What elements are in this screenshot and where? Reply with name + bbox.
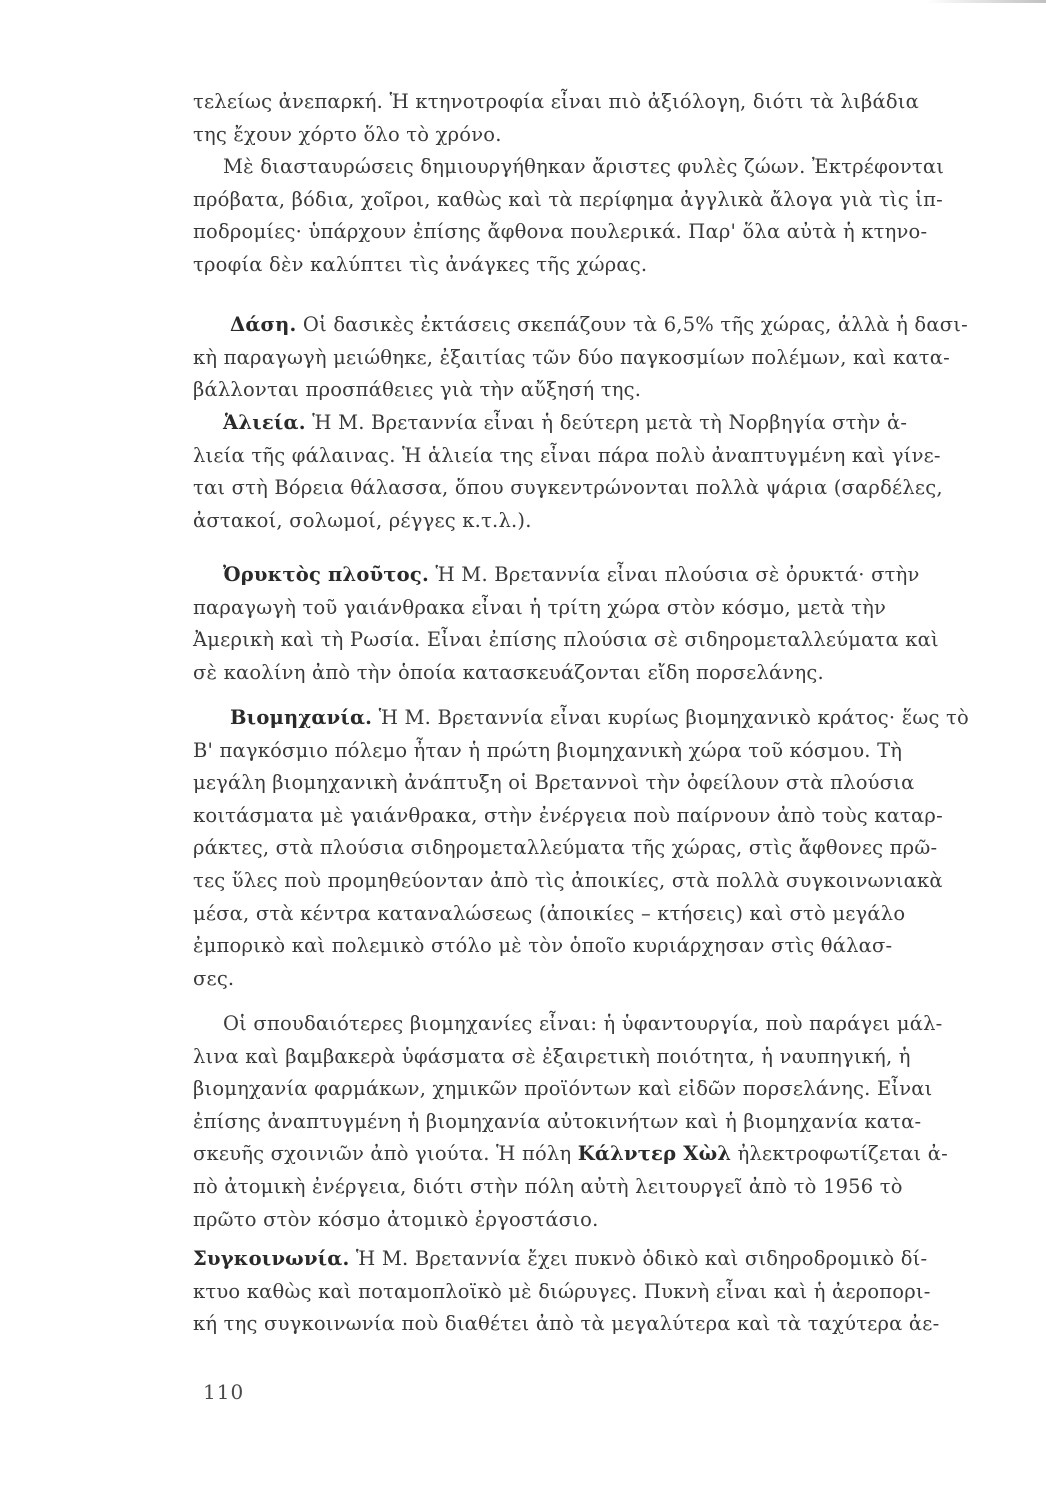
text-line: ἐπίσης ἀναπτυγμένη ἡ βιομηχανία αὐτοκινήτων καὶ ἡ βιομηχανία κατα- [193, 1109, 922, 1133]
page-number: 110 [203, 1380, 245, 1404]
paragraph-industries-list [193, 1008, 948, 1236]
text-span: Ἡ Μ. Βρεταννία εἶναι ἡ δεύτερη μετὰ τὴ Νορβηγία στὴν ἁ- [305, 411, 908, 434]
text-line: Μὲ διασταυρώσεις δημιουργήθηκαν ἄριστες φυλὲς ζώων. Ἐκτρέφονται [223, 155, 945, 179]
text-line: κοιτάσματα μὲ γαιάνθρακα, στὴν ἐνέργεια ποὺ παίρνουν ἀπὸ τοὺς καταρ- [193, 803, 943, 827]
text-line: ἐμπορικὸ καὶ πολεμικὸ στόλο μὲ τὸν ὁποῖο κυριάρχησαν στὶς θάλασ- [193, 934, 893, 958]
text-line: βιομηχανία φαρμάκων, χημικῶν προϊόντων καὶ εἰδῶν πορσελάνης. Εἶναι [193, 1077, 933, 1101]
text-line: ποδρομίες· ὑπάρχουν ἐπίσης ἄφθονα πουλερικά. Παρ' ὅλα αὐτὰ ἡ κτηνο- [193, 220, 928, 244]
text-line: της ἔχουν χόρτο ὅλο τὸ χρόνο. [193, 122, 502, 146]
text-line: μέσα, στὰ κέντρα καταναλώσεως (ἀποικίες – κτήσεις) καὶ στὸ μεγάλο [193, 901, 906, 925]
text-span: Ἡ Μ. Βρεταννία εἶναι κυρίως βιομηχανικὸ κράτος· ἕως τὸ [372, 706, 969, 729]
text-line: κὴ παραγωγὴ μειώθηκε, ἐξαιτίας τῶν δύο παγκοσμίων πολέμων, καὶ κατα- [193, 345, 950, 369]
text-line: ράκτες, στὰ πλούσια σιδηρομεταλλεύματα τῆς χώρας, στὶς ἄφθονες πρῶ- [193, 836, 938, 860]
text-line: πὸ ἀτομικὴ ἐνέργεια, διότι στὴν πόλη αὐτὴ λειτουργεῖ ἀπὸ τὸ 1956 τὸ [193, 1174, 903, 1198]
text-line: λινα καὶ βαμβακερὰ ὑφάσματα σὲ ἐξαιρετικὴ ποιότητα, ἡ ναυπηγική, ἡ [193, 1044, 911, 1068]
text-line: παραγωγὴ τοῦ γαιάνθρακα εἶναι ἡ τρίτη χώρα στὸν κόσμο, μετὰ τὴν [193, 595, 887, 619]
text-line: Β' παγκόσμιο πόλεμο ἦταν ἡ πρώτη βιομηχανικὴ χώρα τοῦ κόσμου. Τὴ [193, 738, 903, 762]
text-span: ἠλεκτροφωτίζεται ἀ- [731, 1142, 948, 1166]
text-line: ἀστακοί, σολωμοί, ρέγγες κ.τ.λ.). [193, 508, 532, 532]
place-name-calder-hall: Κάλντερ Χὼλ [577, 1142, 732, 1166]
paragraph-forests [193, 309, 968, 407]
text-line: σὲ καολίνη ἀπὸ τὴν ὁποία κατασκευάζονται εἴδη πορσελάνης. [193, 660, 824, 684]
text-line [193, 1243, 928, 1276]
section-heading-industry: Βιομηχανία. [230, 706, 373, 729]
text-line: ται στὴ Βόρεια θάλασσα, ὅπου συγκεντρώνονται πολλὰ ψάρια (σαρδέλες, [193, 476, 943, 500]
text-span: Ἡ Μ. Βρεταννία ἔχει πυκνὸ ὁδικὸ καὶ σιδηροδρομικὸ δί- [349, 1247, 928, 1270]
text-line: Ἀμερικὴ καὶ τὴ Ρωσία. Εἶναι ἐπίσης πλούσια σὲ σιδηρομεταλλεύματα καὶ [193, 628, 939, 652]
text-line [193, 1138, 948, 1171]
scan-edge-shadow [926, 0, 1046, 3]
text-line [193, 309, 968, 342]
section-heading-transport: Συγκοινωνία. [193, 1247, 350, 1270]
text-line [193, 407, 908, 440]
paragraph-livestock [193, 86, 945, 282]
text-line: πρῶτο στὸν κόσμο ἀτομικὸ ἐργοστάσιο. [193, 1207, 599, 1231]
text-span: σκευῆς σχοινιῶν ἀπὸ γιούτα. Ἡ πόλη [193, 1142, 578, 1166]
text-line [193, 559, 920, 592]
text-line: βάλλονται προσπάθειες γιὰ τὴν αὔξησή της. [193, 378, 642, 402]
text-span: Ἡ Μ. Βρεταννία εἶναι πλούσια σὲ ὀρυκτά· στὴν [428, 563, 920, 586]
paragraph-transport [193, 1243, 940, 1341]
text-line: κτυο καθὼς καὶ ποταμοπλοϊκὸ μὲ διώρυγες. Πυκνὴ εἶναι καὶ ἡ ἀεροπορι- [193, 1279, 931, 1303]
text-line: πρόβατα, βόδια, χοῖροι, καθὼς καὶ τὰ περίφημα ἀγγλικὰ ἄλογα γιὰ τὶς ἱπ- [193, 187, 943, 211]
section-heading-minerals: Ὀρυκτὸς πλοῦτος. [223, 563, 429, 586]
paragraph-minerals [193, 559, 939, 689]
section-heading-fishing: Ἁλιεία. [223, 411, 306, 434]
text-line: Οἱ σπουδαιότερες βιομηχανίες εἶναι: ἡ ὑφαντουργία, ποὺ παράγει μάλ- [223, 1012, 943, 1035]
section-heading-forests: Δάση. [230, 313, 297, 336]
text-line: τες ὕλες ποὺ προμηθεύονταν ἀπὸ τὶς ἀποικίες, στὰ πολλὰ συγκοινωνιακὰ [193, 868, 943, 892]
text-line: τροφία δὲν καλύπτει τὶς ἀνάγκες τῆς χώρας. [193, 252, 648, 276]
text-line: μεγάλη βιομηχανικὴ ἀνάπτυξη οἱ Βρεταννοὶ τὴν ὀφείλουν στὰ πλούσια [193, 771, 915, 795]
text-line: λιεία τῆς φάλαινας. Ἡ ἁλιεία της εἶναι πάρα πολὺ ἀναπτυγμένη καὶ γίνε- [193, 443, 941, 467]
text-line: τελείως ἀνεπαρκή. Ἡ κτηνοτροφία εἶναι πιὸ ἀξιόλογη, διότι τὰ λιβάδια [193, 90, 919, 113]
text-line [193, 702, 969, 735]
paragraph-industry [193, 702, 969, 995]
text-span: Οἱ δασικὲς ἐκτάσεις σκεπάζουν τὰ 6,5% τῆς χώρας, ἀλλὰ ἡ δασι- [296, 313, 968, 336]
text-line: σες. [193, 966, 235, 990]
paragraph-fishing [193, 407, 943, 537]
text-line: κή της συγκοινωνία ποὺ διαθέτει ἀπὸ τὰ μεγαλύτερα καὶ τὰ ταχύτερα ἀε- [193, 1312, 940, 1336]
